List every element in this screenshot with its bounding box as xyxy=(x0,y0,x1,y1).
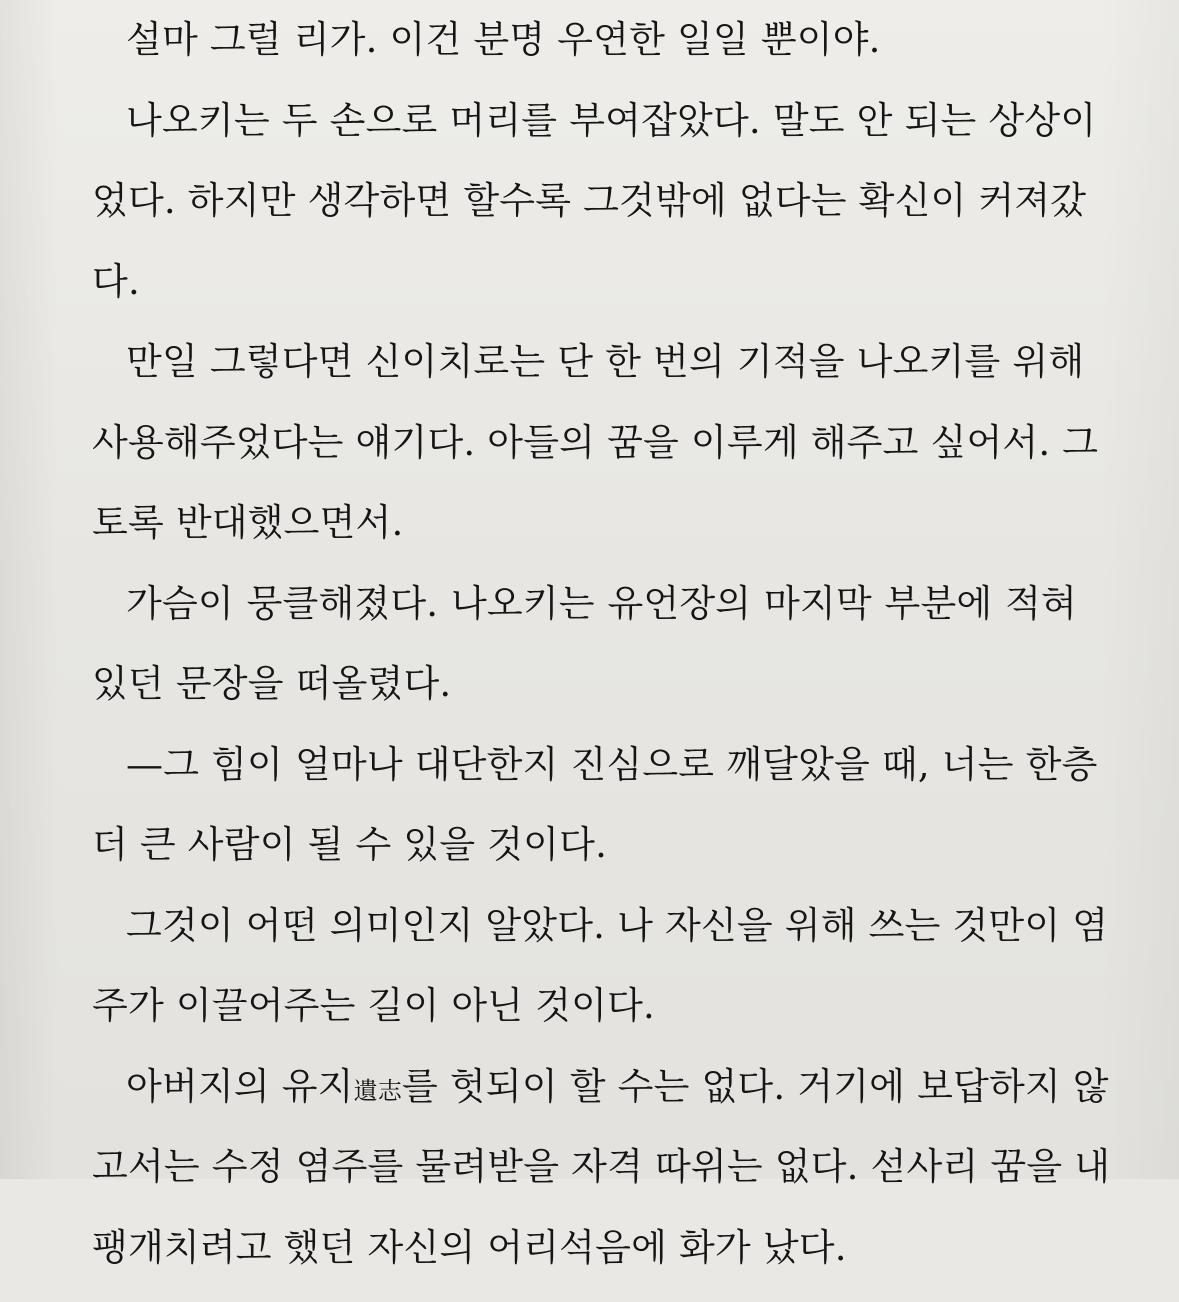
text-line: 사용해주었다는 얘기다. 아들의 꿈을 이루게 해주고 싶어서. 그 xyxy=(92,417,1077,498)
text-line: —그 힘이 얼마나 대단한지 진심으로 깨달았을 때, 너는 한층 xyxy=(92,739,1077,820)
text-line: 설마 그럴 리가. 이건 분명 우연한 일일 뿐이야. xyxy=(92,14,1077,95)
text-line: 있던 문장을 떠올렸다. xyxy=(92,658,1077,739)
text-line: 팽개치려고 했던 자신의 어리석음에 화가 났다. xyxy=(92,1222,1077,1302)
text-line: 만일 그렇다면 신이치로는 단 한 번의 기적을 나오키를 위해 xyxy=(92,336,1077,417)
text-line: 더 큰 사람이 될 수 있을 것이다. xyxy=(92,819,1077,900)
text-line: 가슴이 뭉클해졌다. 나오키는 유언장의 마지막 부분에 적혀 xyxy=(92,578,1077,659)
text-line: 그것이 어떤 의미인지 알았다. 나 자신을 위해 쓰는 것만이 염 xyxy=(92,900,1077,981)
text-line: 다. xyxy=(92,256,1077,337)
text-line: 고서는 수정 염주를 물려받을 자격 따위는 없다. 섣사리 꿈을 내 xyxy=(92,1141,1077,1222)
text-line xyxy=(92,1061,1077,1142)
text-line: 토록 반대했으면서. xyxy=(92,497,1077,578)
text-segment: 아버지의 유지 xyxy=(126,1065,354,1108)
text-line: 었다. 하지만 생각하면 할수록 그것밖에 없다는 확신이 커져갔 xyxy=(92,175,1077,256)
text-line: 나오키는 두 손으로 머리를 부여잡았다. 말도 안 되는 상상이 xyxy=(92,95,1077,176)
text-line: 주가 이끌어주는 길이 아닌 것이다. xyxy=(92,980,1077,1061)
text-segment: 를 헛되이 할 수는 없다. 거기에 보답하지 않 xyxy=(402,1065,1109,1108)
body-text xyxy=(92,14,1077,1302)
hanja-annotation: 遺志 xyxy=(354,1077,402,1105)
